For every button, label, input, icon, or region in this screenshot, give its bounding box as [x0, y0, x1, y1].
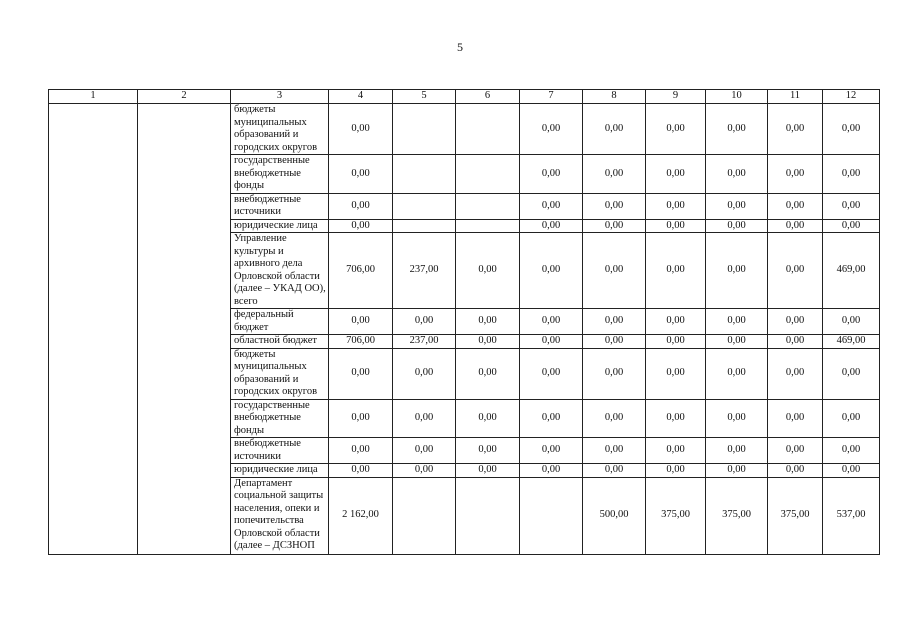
value-cell	[393, 193, 456, 219]
column-number: 11	[768, 90, 823, 104]
value-cell: 0,00	[768, 233, 823, 309]
value-cell: 0,00	[646, 155, 706, 194]
value-cell	[456, 219, 520, 233]
value-cell	[393, 155, 456, 194]
value-cell: 0,00	[706, 438, 768, 464]
value-cell: 375,00	[706, 477, 768, 554]
value-cell: 0,00	[706, 104, 768, 155]
value-cell: 0,00	[520, 399, 583, 438]
row-label: внебюджетные источники	[231, 438, 329, 464]
column-number: 8	[583, 90, 646, 104]
value-cell: 0,00	[583, 335, 646, 349]
value-cell: 0,00	[520, 438, 583, 464]
value-cell: 0,00	[646, 193, 706, 219]
value-cell: 0,00	[583, 233, 646, 309]
value-cell: 0,00	[329, 399, 393, 438]
value-cell: 0,00	[456, 309, 520, 335]
row-label: бюджеты муниципальных образований и городских округов	[231, 104, 329, 155]
row-label: Управление культуры и архивного дела Орловской области (далее – УКАД ОО), всего	[231, 233, 329, 309]
value-cell: 706,00	[329, 335, 393, 349]
column-number: 4	[329, 90, 393, 104]
column-number: 1	[49, 90, 138, 104]
value-cell: 0,00	[823, 399, 880, 438]
column-number: 7	[520, 90, 583, 104]
column-number: 2	[138, 90, 231, 104]
value-cell: 0,00	[393, 399, 456, 438]
row-label: областной бюджет	[231, 335, 329, 349]
value-cell: 0,00	[706, 219, 768, 233]
value-cell: 500,00	[583, 477, 646, 554]
value-cell: 0,00	[823, 104, 880, 155]
value-cell: 0,00	[456, 335, 520, 349]
value-cell	[520, 477, 583, 554]
value-cell: 0,00	[823, 219, 880, 233]
value-cell: 0,00	[768, 399, 823, 438]
empty-cell-col1	[49, 104, 138, 555]
value-cell: 0,00	[768, 193, 823, 219]
value-cell: 0,00	[583, 155, 646, 194]
value-cell: 0,00	[329, 193, 393, 219]
value-cell: 0,00	[393, 464, 456, 478]
value-cell: 0,00	[329, 309, 393, 335]
value-cell: 0,00	[646, 335, 706, 349]
value-cell: 0,00	[706, 399, 768, 438]
value-cell: 0,00	[646, 104, 706, 155]
value-cell: 0,00	[706, 335, 768, 349]
value-cell: 0,00	[646, 464, 706, 478]
value-cell	[456, 104, 520, 155]
value-cell: 0,00	[768, 155, 823, 194]
value-cell: 0,00	[646, 233, 706, 309]
value-cell: 0,00	[393, 348, 456, 399]
value-cell: 0,00	[706, 193, 768, 219]
value-cell: 0,00	[646, 438, 706, 464]
value-cell: 0,00	[646, 309, 706, 335]
value-cell	[393, 477, 456, 554]
value-cell: 0,00	[583, 438, 646, 464]
value-cell: 0,00	[520, 233, 583, 309]
value-cell	[393, 219, 456, 233]
value-cell: 0,00	[456, 438, 520, 464]
value-cell: 0,00	[520, 193, 583, 219]
value-cell: 0,00	[768, 348, 823, 399]
value-cell: 0,00	[329, 155, 393, 194]
value-cell: 0,00	[583, 193, 646, 219]
value-cell: 237,00	[393, 335, 456, 349]
value-cell: 0,00	[646, 219, 706, 233]
value-cell: 0,00	[646, 348, 706, 399]
value-cell: 469,00	[823, 335, 880, 349]
value-cell: 537,00	[823, 477, 880, 554]
value-cell: 0,00	[583, 399, 646, 438]
value-cell: 0,00	[329, 348, 393, 399]
value-cell: 0,00	[520, 335, 583, 349]
column-number: 5	[393, 90, 456, 104]
value-cell: 0,00	[583, 219, 646, 233]
value-cell	[456, 477, 520, 554]
value-cell: 0,00	[520, 309, 583, 335]
value-cell	[393, 104, 456, 155]
row-label: Департамент социальной защиты населения, опеки и попечительства Орловской области (далее – ДСЗНОП	[234, 477, 324, 551]
value-cell: 0,00	[768, 335, 823, 349]
value-cell: 0,00	[706, 155, 768, 194]
value-cell: 0,00	[768, 464, 823, 478]
column-number-row	[49, 90, 880, 104]
value-cell: 0,00	[768, 309, 823, 335]
value-cell: 0,00	[329, 464, 393, 478]
row-label-cell	[231, 477, 329, 554]
row-label: бюджеты муниципальных образований и городских округов	[231, 348, 329, 399]
value-cell: 0,00	[823, 193, 880, 219]
value-cell: 0,00	[329, 104, 393, 155]
value-cell: 0,00	[456, 464, 520, 478]
value-cell: 0,00	[583, 104, 646, 155]
value-cell: 237,00	[393, 233, 456, 309]
row-label: федеральный бюджет	[231, 309, 329, 335]
value-cell: 0,00	[706, 309, 768, 335]
value-cell: 0,00	[329, 219, 393, 233]
value-cell: 375,00	[646, 477, 706, 554]
value-cell: 0,00	[520, 219, 583, 233]
value-cell: 0,00	[520, 464, 583, 478]
row-label: государственные внебюджетные фонды	[231, 399, 329, 438]
value-cell: 0,00	[583, 464, 646, 478]
value-cell: 0,00	[583, 348, 646, 399]
value-cell	[456, 193, 520, 219]
column-number: 6	[456, 90, 520, 104]
value-cell: 0,00	[768, 104, 823, 155]
value-cell: 0,00	[706, 233, 768, 309]
value-cell: 469,00	[823, 233, 880, 309]
value-cell: 0,00	[393, 438, 456, 464]
value-cell: 0,00	[329, 438, 393, 464]
value-cell: 0,00	[456, 399, 520, 438]
budget-table	[48, 89, 880, 555]
column-number: 12	[823, 90, 880, 104]
column-number: 9	[646, 90, 706, 104]
value-cell: 0,00	[393, 309, 456, 335]
column-number: 3	[231, 90, 329, 104]
value-cell	[456, 155, 520, 194]
value-cell: 0,00	[520, 104, 583, 155]
empty-cell-col2	[138, 104, 231, 555]
value-cell: 0,00	[646, 399, 706, 438]
table-row	[49, 104, 880, 155]
value-cell: 0,00	[456, 348, 520, 399]
value-cell: 0,00	[706, 464, 768, 478]
value-cell: 0,00	[823, 309, 880, 335]
page-number: 5	[457, 40, 463, 54]
value-cell: 375,00	[768, 477, 823, 554]
row-label: государственные внебюджетные фонды	[231, 155, 329, 194]
value-cell: 0,00	[768, 438, 823, 464]
value-cell: 0,00	[823, 438, 880, 464]
value-cell: 0,00	[823, 464, 880, 478]
value-cell: 0,00	[520, 155, 583, 194]
value-cell: 0,00	[768, 219, 823, 233]
row-label: юридические лица	[231, 464, 329, 478]
value-cell: 2 162,00	[329, 477, 393, 554]
value-cell: 0,00	[823, 155, 880, 194]
row-label: внебюджетные источники	[231, 193, 329, 219]
value-cell: 0,00	[583, 309, 646, 335]
value-cell: 0,00	[456, 233, 520, 309]
value-cell: 0,00	[706, 348, 768, 399]
row-label: юридические лица	[231, 219, 329, 233]
value-cell: 0,00	[823, 348, 880, 399]
value-cell: 0,00	[520, 348, 583, 399]
value-cell: 706,00	[329, 233, 393, 309]
column-number: 10	[706, 90, 768, 104]
